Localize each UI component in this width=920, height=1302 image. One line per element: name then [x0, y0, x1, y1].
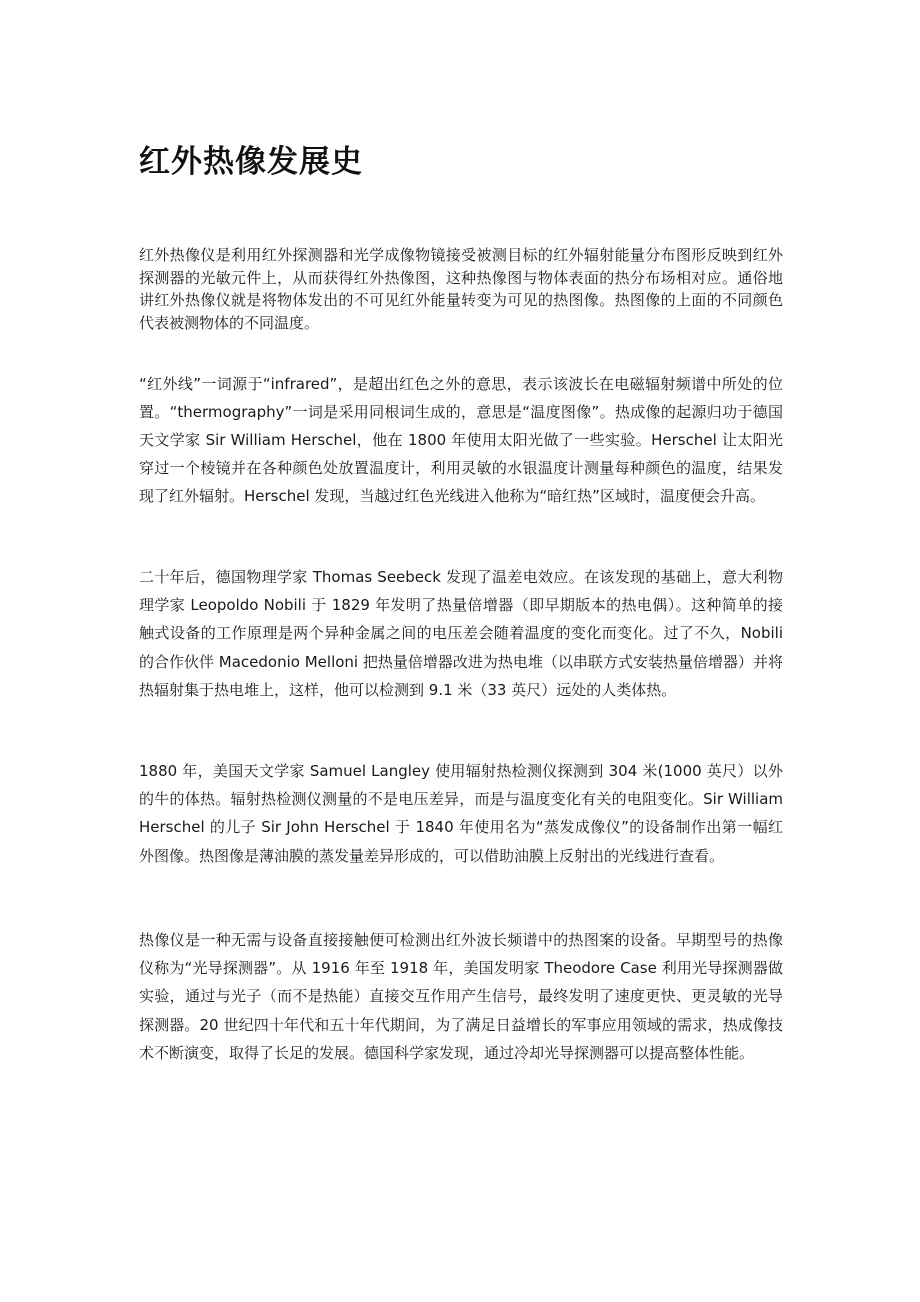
paragraph-seebeck-nobili: 二十年后，德国物理学家 Thomas Seebeck 发现了温差电效应。在该发现的基础上，意大利物理学家 Leopoldo Nobili 于 1829 年发明了热量倍增器（即早期版本的热电偶）。这种简单的接触式设备的工作原理是两个异种金属之间的电压差会随着温度的变化而变化。过了不久，Nobili 的合作伙伴 Macedonio Melloni 把热量倍增器改进为热电堆（以串联方式安装热量倍增器）并将热辐射集于热电堆上，这样，他可以检测到 9.1 米（33 英尺）远处的人类体热。: [139, 568, 783, 699]
paragraph-herschel: “红外线”一词源于“infrared”，是超出红色之外的意思，表示该波长在电磁辐射频谱中所处的位置。“thermography”一词是采用同根词生成的，意思是“温度图像”。热成像的起源归功于德国天文学家 Sir William Herschel，他在 1800 年使用太阳光做了一些实验。Herschel 让太阳光穿过一个棱镜并在各种颜色处放置温度计，利用灵敏的水银温度计测量每种颜色的温度，结果发现了红外辐射。Herschel 发现，当越过红色光线进入他称为“暗红热”区域时，温度便会升高。: [139, 375, 783, 505]
document-title: 红外热像发展史: [139, 144, 363, 180]
paragraph-thermal-imager: 热像仪是一种无需与设备直接接触便可检测出红外波长频谱中的热图案的设备。早期型号的热像仪称为“光导探测器”。从 1916 年至 1918 年，美国发明家 Theodore Case 利用光导探测器做实验，通过与光子（而不是热能）直接交互作用产生信号，最终发明了速度更快、更灵敏的光导探测器。20 世纪四十年代和五十年代期间，为了满足日益增长的军事应用领域的需求，热成像技术不断演变，取得了长足的发展。德国科学家发现，通过冷却光导探测器可以提高整体性能。: [139, 931, 783, 1062]
paragraph-intro: 红外热像仪是利用红外探测器和光学成像物镜接受被测目标的红外辐射能量分布图形反映到红外探测器的光敏元件上，从而获得红外热像图，这种热像图与物体表面的热分布场相对应。通俗地讲红外热像仪就是将物体发出的不可见红外能量转变为可见的热图像。热图像的上面的不同颜色代表被测物体的不同温度。: [139, 246, 783, 332]
paragraph-langley: 1880 年，美国天文学家 Samuel Langley 使用辐射热检测仪探测到 304 米(1000 英尺）以外的牛的体热。辐射热检测仪测量的不是电压差异，而是与温度变化有关的电阻变化。Sir William Herschel 的儿子 Sir John Herschel 于 1840 年使用名为“蒸发成像仪”的设备制作出第一幅红外图像。热图像是薄油膜的蒸发量差异形成的，可以借助油膜上反射出的光线进行查看。: [139, 762, 783, 865]
